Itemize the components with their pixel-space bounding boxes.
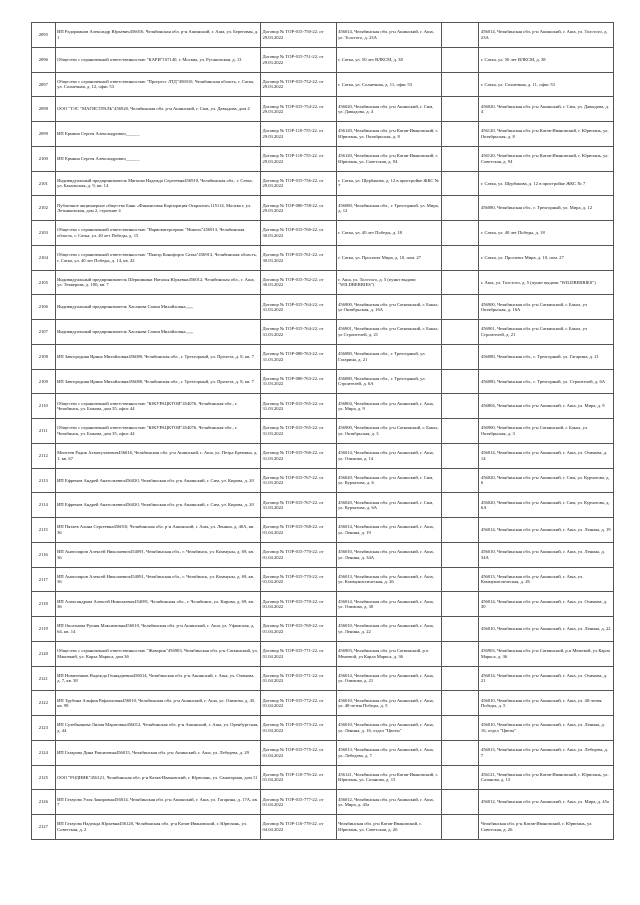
object-address-cell: 456014, Челябинская обл. р-н Ашинский, г. Аша, ул. Озимова, д. 14 — [336, 443, 441, 468]
table-row — [32, 493, 614, 518]
organization-cell: ИП Анатоляров Алексей Николаевич454091, Челябинская обл., г. Челябинск, ул. Коммуны, д. 69, кв. 36 — [55, 567, 260, 592]
contract-cell: Договор № ТОР-110-776-22. от 01.04.2022 — [261, 765, 337, 790]
table-row — [32, 691, 614, 716]
organization-cell: Публичное акционерное общество Банк «Финансовая Корпорация Открытие»115114, Москва г, ул. Летниковская, дом 2, строение 4 — [55, 196, 260, 221]
organization-cell: Общество с ограниченной ответственностью "КАРИ"107140, г. Москва, ул. Русаковская, д. 13 — [55, 47, 260, 72]
registry-table — [31, 22, 614, 840]
object-address-cell: 456900, Челябинская обл. р-н Саткинский, г. Бакал, ул. Октябрьская, д. 3 — [336, 419, 441, 444]
object-address-cell: 456020, Челябинская обл. р-н Ашинский, г. Сим, ул. Курчатова, д. 6 — [336, 468, 441, 493]
site-address-cell: 456900, Челябинская обл. р-н Саткинский, г. Бакал, ул. Октябрьская, д. 3 — [479, 419, 614, 444]
site-address-cell: Челябинская обл. р-н Катав-Ивановский, г. Юрюзань, ул. Советская, д. 26 — [479, 815, 614, 840]
object-address-cell: г. Сатка, ул. Щербакова, д. 12 в пристройке ЖКС № 7 — [336, 171, 441, 196]
contract-cell: Договор № ТОР-015-775-22. от 01.04.2022 — [261, 740, 337, 765]
organization-cell: ИП Гатауова Надежда Юрьевна456120, Челябинская обл. р-н Катав-Ивановский, г. Юрюзань, ул. Советская, д. 2 — [55, 815, 260, 840]
row-number: 2116 — [32, 542, 56, 567]
contract-cell: Договор № ТОР-015-768-22. от 01.04.2022 — [261, 518, 337, 543]
object-address-cell: г. Сатка, ул. 50 лет ВЛКСМ, д. 38 — [336, 47, 441, 72]
row-number: 2100 — [32, 146, 56, 171]
site-address-cell: 456120, Челябинская обл. р-н Катав-Ивановский, г. Юрюзань, ул. Октябрьская, д. 8 — [479, 122, 614, 147]
table-row — [32, 419, 614, 444]
row-number: 2113 — [32, 468, 56, 493]
object-address-cell: 456121, Челябинская обл. р-н Катав-Ивановский, г. Юрюзань, ул. Сазанова, д. 15 — [336, 765, 441, 790]
contract-cell: Договор № ТОР-015-761-22. от 30.03.2022 — [261, 245, 337, 270]
row-number: 2112 — [32, 443, 56, 468]
object-address-cell: 456010, Челябинская обл. р-н Ашинский, г. Аша, ул. Ленина, д. 34А — [336, 542, 441, 567]
site-address-cell: 456014, Челябинская обл. р-н Ашинский, г. Аша, ул. Толстого, д. 23А — [479, 23, 614, 48]
site-address-cell: 456020, Челябинская обл. р-н Ашинский, г. Сим, ул. Давыдова, д. 4 — [479, 97, 614, 122]
contract-cell: Договор № ТОР-015-756-22. от 29.03.2022 — [261, 171, 337, 196]
contract-cell: Договор № ТОР-015-767-22. от 31.03.2022 — [261, 493, 337, 518]
row-number: 2095 — [32, 23, 56, 48]
site-address-cell: г. Сатка, ул. Проспект Мира, д. 10, пом. 27 — [479, 245, 614, 270]
contract-cell: Договор № ТОР-015-752-22. от 29.03.2022 — [261, 72, 337, 97]
contract-cell: Договор № ТОР-015-764-22. от 31.03.2022 — [261, 320, 337, 345]
empty-cell — [441, 344, 479, 369]
table-row — [32, 542, 614, 567]
organization-cell: ИП Оксатнова Рушия Максимовна456010, Челябинская обл. р-н Ашинский, г. Аша, ул. Уфимская, д. 64, кв. 14 — [55, 617, 260, 642]
contract-cell: Договор № ТОР-015-773-22. от 01.04.2022 — [261, 716, 337, 741]
contract-cell: Договор № ТОР-015-765-22. от 31.03.2022 — [261, 394, 337, 419]
empty-cell — [441, 493, 479, 518]
organization-cell: ИП Ефремов Андрей Анатольевич456020, Челябинская обл. р-н Ашинский, г. Сим, ул. Кирова, д. 20 — [55, 493, 260, 518]
site-address-cell: 456121, Челябинская обл. р-н Катав-Ивановский, г. Юрюзань, ул. Сазанова, д. 15 — [479, 765, 614, 790]
table-row — [32, 171, 614, 196]
table-row — [32, 23, 614, 48]
organization-cell: ИП Гатауова Улля Закировна456014, Челябинская обл. р-н Ашинский, г. Аша, ул. Гагарина, д. 17А, кв. 7 — [55, 790, 260, 815]
row-number: 2104 — [32, 245, 56, 270]
row-number: 2110 — [32, 394, 56, 419]
organization-cell: ИП Александрова Алексей Николаевич454091, Челябинская обл., г. Челябинск, ул. Кирова, д. 69, кв. 36 — [55, 592, 260, 617]
organization-cell: ИП Пятаев Алина Сергеевна456010, Челябинская обл. р-н Ашинский, г. Аша, ул. Ленина, д. 40А, кв. 36 — [55, 518, 260, 543]
table-row — [32, 295, 614, 320]
table-row — [32, 815, 614, 840]
contract-cell: Договор № ТОР-015-777-22. от 01.04.2022 — [261, 790, 337, 815]
empty-cell — [441, 716, 479, 741]
contract-cell: Договор № ТОР-015-766-22. от 31.03.2022 — [261, 443, 337, 468]
row-number: 2117 — [32, 567, 56, 592]
row-number: 2096 — [32, 47, 56, 72]
empty-cell — [441, 196, 479, 221]
organization-cell: ИП Радорманов Александр Юрьевич456016, Челябинская обл. р-н Ашинский, г. Аша, ул. Береговая, д. 1 — [55, 23, 260, 48]
row-number: 2111 — [32, 419, 56, 444]
site-address-cell: 456120, Челябинская обл. р-н Катав-Ивановский, г. Юрюзань, ул. Советская, д. 94 — [479, 146, 614, 171]
empty-cell — [441, 666, 479, 691]
row-number: 2126 — [32, 790, 56, 815]
site-address-cell: 456010, Челябинская обл. р-н Ашинский, г. Аша, ул. Ленина, д. 22 — [479, 617, 614, 642]
table-row — [32, 47, 614, 72]
contract-cell: Договор № ТОР-015-764-22. от 31.03.2022 — [261, 295, 337, 320]
organization-cell: Общество с ограниченной ответственностью "Нарвоватерсервис "Никель"456913, Челябинская область, г. Сатка, ул. 40 лет Победы, д. 15 — [55, 221, 260, 246]
row-number: 2114 — [32, 493, 56, 518]
empty-cell — [441, 47, 479, 72]
organization-cell: Индивидуальный предприниматель Хасанова Сапия Михайловна,,,,,,, — [55, 295, 260, 320]
object-address-cell: 456120, Челябинская обл. р-н Катав-Ивановский, г. Юрюзань, ул. Советская, д. 94 — [336, 146, 441, 171]
table-row — [32, 716, 614, 741]
contract-cell: Договор № ТОР-015-762-22. от 30.03.2022 — [261, 270, 337, 295]
object-address-cell: 456020, Челябинская обл. р-н Ашинский, г. Сим, ул. Курчатова, д. 6А — [336, 493, 441, 518]
object-address-cell: 456010, Челябинская обл. р-н Ашинский, г. Аша, ул. Ленина, д. 16, отдел "Цветы" — [336, 716, 441, 741]
site-address-cell: 456014, Челябинская обл. р-н Ашинский, г. Аша, ул. Озимова, д. 21 — [479, 666, 614, 691]
site-address-cell: 456020, Челябинская обл. р-н Ашинский, г. Сим, ул. Курчатова, д. 6 — [479, 468, 614, 493]
organization-cell: ООО "ТЭС "МАГИСТРАЛЬ"456920, Челябинская обл. р-н Ашинский, г. Сим, ул. Давыдова, дом 4 — [55, 97, 260, 122]
site-address-cell: г. Сатка, ул. 50 лет ВЛКСМ, д. 38 — [479, 47, 614, 72]
table-row — [32, 72, 614, 97]
object-address-cell: 456014, Челябинская обл. р-н Ашинский, г. Аша, ул. Озимова, д. 30 — [336, 592, 441, 617]
site-address-cell: г. Сатка, ул. Щербакова, д. 12 в пристройке ЖКС № 7 — [479, 171, 614, 196]
organization-cell: Моисеев Радик Ахматуллаевич456016, Челябинская обл. р-н Ашинский, г. Аша, ул. Петра Еремина, д. 1, кв. 67 — [55, 443, 260, 468]
row-number: 2098 — [32, 97, 56, 122]
object-address-cell: 456900, Челябинская обл. р-н Саткинский, г. Бакал, ул Октябрьская, д. 16А — [336, 295, 441, 320]
organization-cell: ИП Новиченков Надежда Геннадиевна456014, Челябинская обл. р-н Ашинский, г. Аша, ул. Озимова, д. 7, кв. 38 — [55, 666, 260, 691]
row-number: 2124 — [32, 740, 56, 765]
row-number: 2097 — [32, 72, 56, 97]
row-number: 2121 — [32, 666, 56, 691]
site-address-cell: г. Аша, ул. Толстого, д. 5 (пункт выдачи "WILDBERRIES") — [479, 270, 614, 295]
empty-cell — [441, 270, 479, 295]
empty-cell — [441, 369, 479, 394]
table-row — [32, 765, 614, 790]
contract-cell: Договор № ТОР-110-778-22. от 04.04.2022 — [261, 815, 337, 840]
table-row — [32, 196, 614, 221]
site-address-cell: 456010, Челябинская обл. р-н Ашинский, г. Аша, ул. Ленина, д. 16, отдел "Цветы" — [479, 716, 614, 741]
empty-cell — [441, 146, 479, 171]
table-row — [32, 270, 614, 295]
table-row — [32, 320, 614, 345]
empty-cell — [441, 542, 479, 567]
site-address-cell: 456014, Челябинская обл. р-н Ашинский, г. Аша, ул. Ленина, д. 19 — [479, 518, 614, 543]
row-number: 2123 — [32, 716, 56, 741]
site-address-cell: 456080, Челябинская обл., г. Трехгорный, ул. Строителей, д. 6А — [479, 369, 614, 394]
table-row — [32, 443, 614, 468]
empty-cell — [441, 567, 479, 592]
table-row — [32, 369, 614, 394]
object-address-cell: 456020, Челябинская обл. р-н Ашинский, г. Сим, ул. Давыдова, д. 4 — [336, 97, 441, 122]
contract-cell: Договор № ТОР-015-767-22. от 31.03.2022 — [261, 468, 337, 493]
site-address-cell: 456080, Челябинская обл., г. Трехгорный, ул. Гагарина, д. 21 — [479, 344, 614, 369]
site-address-cell: 456080, Челябинская обл., г. Трехгорный, ул. Мира, д. 12 — [479, 196, 614, 221]
organization-cell: Индивидуальный предприниматель Шершинина Наталья Юрьевна456012, Челябинская обл., г. Аша, ул. Теккерова, д. 100, кв. 7 — [55, 270, 260, 295]
table-row — [32, 97, 614, 122]
object-address-cell: 456080, Челябинская обл., г. Трехгорный, ул. Строителей, д. 6А — [336, 369, 441, 394]
contract-cell: Договор № ТОР-080-763-22. от 31.03.2022 — [261, 369, 337, 394]
table-row — [32, 245, 614, 270]
contract-cell: Договор № ТОР-015-769-22. от 01.04.2022 — [261, 617, 337, 642]
empty-cell — [441, 72, 479, 97]
object-address-cell: 456014, Челябинская обл. р-н Ашинский, г. Аша, ул. Ленина, д. 19 — [336, 518, 441, 543]
organization-cell: Общество с ограниченной ответственностью "ЮКУРАЦКТОИ"454076, Челябинская обл., г. Челябинск, ул. Бажова, дом 35, офис 44 — [55, 419, 260, 444]
contract-cell: Договор № ТОР-015-770-22. от 01.04.2022 — [261, 567, 337, 592]
object-address-cell: 456903, Челябинская обл. р-н Саткинский, р.п Межевой, ул Карла Маркса, д. 36 — [336, 641, 441, 666]
empty-cell — [441, 245, 479, 270]
contract-cell: Договор № ТОР-015-771-22. от 01.04.2022 — [261, 641, 337, 666]
organization-cell: ИП Завгородняя Ирина Михайловна456080, Челябинская обл., г. Трехгорный, ул. Пролета, д. 8, кв. 7 — [55, 344, 260, 369]
table-row — [32, 394, 614, 419]
site-address-cell: 456900, Челябинская обл. р-н Саткинский, г. Бакал, ул Октябрьская, д. 16А — [479, 295, 614, 320]
contract-cell: Договор № ТОР-015-751-22. от 29.03.2022 — [261, 47, 337, 72]
row-number: 2108 — [32, 344, 56, 369]
empty-cell — [441, 765, 479, 790]
organization-cell: Общество с ограниченной ответственностью "Прогресс ЛТД"456910, Челябинская область, г. Сатка, ул. Солнечная, д. 12, офис 53 — [55, 72, 260, 97]
object-address-cell: 456013, Челябинская обл. р-н Ашинский, г. Аша, ул. Лебедева, д. 7 — [336, 740, 441, 765]
object-address-cell: 456012, Челябинская обл. р-н Ашинский, г. Аша, ул. Мира, д. 45а — [336, 790, 441, 815]
contract-cell: Договор № ТОР-015-754-22. от 29.03.2022 — [261, 97, 337, 122]
row-number: 2102 — [32, 196, 56, 221]
site-address-cell: 456012, Челябинская обл. р-н Ашинский, г. Аша, ул. Мира, д. 45а — [479, 790, 614, 815]
empty-cell — [441, 815, 479, 840]
organization-cell: ИП Трубина Альфия Рафаиловна456010, Челябинская обл. р-н Ашинский, г. Аша, ул. Озимова, д. 45, кв. 98 — [55, 691, 260, 716]
table-row — [32, 617, 614, 642]
table-row — [32, 790, 614, 815]
site-address-cell: г. Сатка, ул. Солнечная, д. 11, офис 53 — [479, 72, 614, 97]
organization-cell: ИП Ермина Сергея Александрович______ — [55, 122, 260, 147]
row-number: 2125 — [32, 765, 56, 790]
table-row — [32, 468, 614, 493]
row-number: 2122 — [32, 691, 56, 716]
object-address-cell: 456120, Челябинская обл. р-н Катав-Ивановский, г. Юрюзань, ул. Октябрьская, д. 8 — [336, 122, 441, 147]
row-number: 2120 — [32, 641, 56, 666]
object-address-cell: 456804, Челябинская обл. р-н Ашинский, г. Аша, ул. Мира, д. 9 — [336, 394, 441, 419]
site-address-cell: 456804, Челябинская обл. р-н Ашинский, г. Аша, ул. Мира, д. 9 — [479, 394, 614, 419]
table-row — [32, 567, 614, 592]
organization-cell: ИП Ефремов Андрей Анатольевич456020, Челябинская обл. р-н Ашинский, г. Сим, ул. Кирова, д. 20 — [55, 468, 260, 493]
empty-cell — [441, 790, 479, 815]
empty-cell — [441, 320, 479, 345]
contract-cell: Договор № ТОР-015-750-22. от 29.03.2022 — [261, 23, 337, 48]
site-address-cell: 456014, Челябинская обл. р-н Ашинский, г. Аша, ул. Озимова, д. 14 — [479, 443, 614, 468]
object-address-cell: 456080, Челябинская обл., г. Трехгорный, ул. Гагарина, д. 21 — [336, 344, 441, 369]
contract-cell: Договор № ТОР-015-770-22. от 01.04.2022 — [261, 542, 337, 567]
table-row — [32, 740, 614, 765]
empty-cell — [441, 221, 479, 246]
row-number: 2106 — [32, 295, 56, 320]
contract-cell: Договор № ТОР-015-760-22. от 30.03.2022 — [261, 221, 337, 246]
organization-cell: ИП Ермина Сергея Александрович______ — [55, 146, 260, 171]
registry-table-body — [32, 23, 614, 840]
site-address-cell: 456013, Челябинская обл. р-н Ашинский, г. Аша, ул. Коммунистическая, д. 26 — [479, 567, 614, 592]
organization-cell: ИП Газарова Дина Рашитовна456015, Челябинская обл. р-н Ашинский, г. Аша, ул. Лебедева, д. 29 — [55, 740, 260, 765]
table-row — [32, 146, 614, 171]
empty-cell — [441, 691, 479, 716]
empty-cell — [441, 592, 479, 617]
organization-cell: ИП Анатоляров Алексей Николаевич454091, Челябинская обл., г. Челябинск, ул. Коммуны, д. 69, кв. 36 — [55, 542, 260, 567]
row-number: 2099 — [32, 122, 56, 147]
table-row — [32, 641, 614, 666]
object-address-cell: 456080, Челябинская обл., г. Трехгорный, ул. Мира, д. 12 — [336, 196, 441, 221]
row-number: 2109 — [32, 369, 56, 394]
table-row — [32, 221, 614, 246]
object-address-cell: г. Сатка, ул. 40 лет Победы, д. 18 — [336, 221, 441, 246]
object-address-cell: г. Сатка, ул. Проспект Мира, д. 10, пом. 27 — [336, 245, 441, 270]
empty-cell — [441, 468, 479, 493]
table-row — [32, 518, 614, 543]
object-address-cell: 456014, Челябинская обл. р-н Ашинский, г. Аша, ул. Озимова, д. 21 — [336, 666, 441, 691]
site-address-cell: 456010, Челябинская обл. р-н Ашинский, г. Аша, ул. 40-летия Победы, д. 5 — [479, 691, 614, 716]
site-address-cell: 456903, Челябинская обл. р-н Саткинский, р.п Межевой, ул Карла Маркса, д. 36 — [479, 641, 614, 666]
empty-cell — [441, 443, 479, 468]
row-number: 2107 — [32, 320, 56, 345]
table-row — [32, 666, 614, 691]
empty-cell — [441, 617, 479, 642]
organization-cell: Общество с ограниченной ответственностью "ЮКУРАЦКТОИ"454076, Челябинская обл., г. Челябинск, ул. Бажова, дом 35, офис 44 — [55, 394, 260, 419]
organization-cell: Общество с ограниченной ответственностью "Жаворик"456903, Челябинская обл. р-н Саткинский, ул. Маковкий, ул. Карла Маркса, дом 36 — [55, 641, 260, 666]
row-number: 2115 — [32, 518, 56, 543]
organization-cell: Индивидуальный предприниматель Мягкова Надежда Сергеевна456910, Челябинская обл., г. Сатка, ул. Бакальская, д. 9, кв. 14 — [55, 171, 260, 196]
table-row — [32, 122, 614, 147]
contract-cell: Договор № ТОР-080-763-22. от 31.03.2022 — [261, 344, 337, 369]
contract-cell: Договор № ТОР-110-755-22. от 29.03.2022 — [261, 122, 337, 147]
contract-cell: Договор № ТОР-110-755-22. от 29.03.2022 — [261, 146, 337, 171]
contract-cell: Договор № ТОР-080-758-22. от 29.03.2022 — [261, 196, 337, 221]
organization-cell: ИП Сулейманова Лилия Маратовна456012, Челябинская обл. р-н Ашинский, г. Аша, ул. Оренбургская, д. 44 — [55, 716, 260, 741]
site-address-cell: 456010, Челябинская обл. р-н Ашинский, г. Аша, ул. Ленина, д. 34А — [479, 542, 614, 567]
site-address-cell: г. Сатка, ул. 40 лет Победы, д. 18 — [479, 221, 614, 246]
object-address-cell: 456010, Челябинская обл. р-н Ашинский, г. Аша, ул. Ленина, д. 22 — [336, 617, 441, 642]
empty-cell — [441, 295, 479, 320]
row-number: 2127 — [32, 815, 56, 840]
empty-cell — [441, 518, 479, 543]
empty-cell — [441, 122, 479, 147]
organization-cell: Общество с ограниченной ответственностью "Пьюэр Коньфорто Сатка"456913, Челябинская область, г. Сатка, ул. 40 лет Победы, д. 14, кв. 42 — [55, 245, 260, 270]
empty-cell — [441, 419, 479, 444]
organization-cell: Индивидуальный предприниматель Хасанова Сапия Михайловна,,,,,,, — [55, 320, 260, 345]
contract-cell: Договор № ТОР-015-765-22. от 31.03.2022 — [261, 419, 337, 444]
organization-cell: ООО "РОДНИК"456121, Челябинская обл. р-н Катав-Ивановский, г. Юрюзань, ул. Санаторная, дом 11 — [55, 765, 260, 790]
object-address-cell: 456013, Челябинская обл. р-н Ашинский, г. Аша, ул. Коммунистическая, д. 26 — [336, 567, 441, 592]
contract-cell: Договор № ТОР-015-771-22. от 01.04.2022 — [261, 666, 337, 691]
object-address-cell: г. Сатка, ул. Солнечная, д. 11, офис 53 — [336, 72, 441, 97]
empty-cell — [441, 23, 479, 48]
site-address-cell: 456013, Челябинская обл. р-н Ашинский, г. Аша, ул. Лебедева, д. 7 — [479, 740, 614, 765]
empty-cell — [441, 740, 479, 765]
row-number: 2119 — [32, 617, 56, 642]
site-address-cell: 456901, Челябинская обл. р-н Саткинский, г. Бакал, ул Строителей, д. 21 — [479, 320, 614, 345]
object-address-cell: 456901, Челябинская обл. р-н Саткинский, г. Бакал, ул Строителей, д. 21 — [336, 320, 441, 345]
contract-cell: Договор № ТОР-015-770-22. от 01.04.2022 — [261, 592, 337, 617]
contract-cell: Договор № ТОР-015-772-22. от 01.04.2022 — [261, 691, 337, 716]
object-address-cell: Челябинская обл. р-н Катав-Ивановский, г. Юрюзань, ул. Советская, д. 26 — [336, 815, 441, 840]
object-address-cell: 456010, Челябинская обл. р-н Ашинский, г. Аша, ул. 40-летия Победы, д. 5 — [336, 691, 441, 716]
empty-cell — [441, 641, 479, 666]
row-number: 2105 — [32, 270, 56, 295]
table-row — [32, 592, 614, 617]
empty-cell — [441, 97, 479, 122]
site-address-cell: 456014, Челябинская обл. р-н Ашинский, г. Аша, ул. Озимова, д. 30 — [479, 592, 614, 617]
empty-cell — [441, 394, 479, 419]
object-address-cell: 456014, Челябинская обл. р-н Ашинский, г. Аша, ул. Толстого, д. 23А — [336, 23, 441, 48]
object-address-cell: г. Аша, ул. Толстого, д. 5 (пункт выдачи "WILDBERRIES") — [336, 270, 441, 295]
organization-cell: ИП Завгородняя Ирина Михайловна456080, Челябинская обл., г. Трехгорный, ул. Пролета, д. 8, кв. 7 — [55, 369, 260, 394]
table-row — [32, 344, 614, 369]
empty-cell — [441, 171, 479, 196]
row-number: 2103 — [32, 221, 56, 246]
row-number: 2101 — [32, 171, 56, 196]
row-number: 2118 — [32, 592, 56, 617]
site-address-cell: 456020, Челябинская обл. р-н Ашинский, г. Сим, ул. Курчатова, д. 6А — [479, 493, 614, 518]
